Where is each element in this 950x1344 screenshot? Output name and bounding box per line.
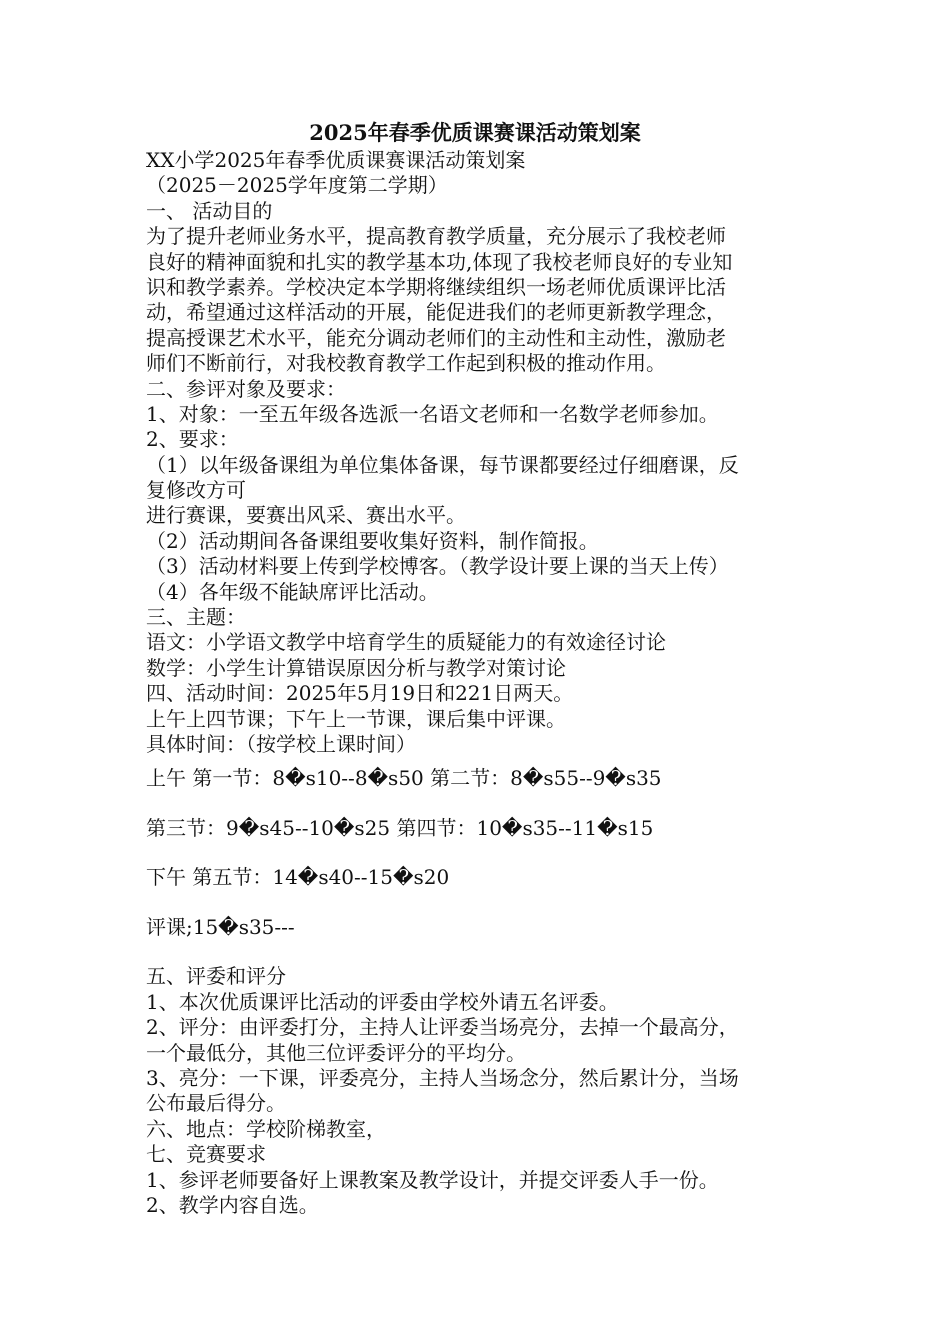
text-line: 动，希望通过这样活动的开展，能促进我们的老师更新教学理念， — [146, 300, 726, 325]
schedule-line: 下午 第五节：14�s40--15�s20 — [146, 865, 450, 890]
text-line: 六、地点：学校阶梯教室， — [146, 1116, 386, 1141]
text-line: （2025－2025学年度第二学期） — [146, 173, 448, 198]
text-line: 师们不断前行，对我校教育教学工作起到积极的推动作用。 — [146, 351, 666, 376]
text-line: 公布最后得分。 — [146, 1091, 286, 1116]
text-line: 3、亮分：一下课，评委亮分，主持人当场念分，然后累计分，当场 — [146, 1065, 739, 1090]
body-section-intro — [146, 148, 816, 757]
text-line: 二、参评对象及要求： — [146, 376, 346, 401]
text-line: 2、要求： — [146, 427, 239, 452]
text-line: 五、评委和评分 — [146, 964, 286, 989]
text-line: （3）活动材料要上传到学校博客。（教学设计要上课的当天上传） — [146, 554, 729, 579]
schedule-line: 上午 第一节：8�s10--8�s50 第二节：8�s55--9�s35 — [146, 766, 662, 791]
text-line: 七、竞赛要求 — [146, 1142, 266, 1167]
text-line: XX小学2025年春季优质课赛课活动策划案 — [146, 148, 526, 172]
text-line: 提高授课艺术水平，能充分调动老师们的主动性和主动性，激励老 — [146, 325, 726, 350]
text-line: 四、活动时间：2025年5月19日和221日两天。 — [146, 681, 574, 706]
text-line: 语文：小学语文教学中培育学生的质疑能力的有效途径讨论 — [146, 630, 666, 655]
document-body — [146, 148, 816, 1218]
text-line: 为了提升老师业务水平，提高教育教学质量，充分展示了我校老师 — [146, 224, 726, 249]
text-line: （4）各年级不能缺席评比活动。 — [146, 579, 439, 604]
schedule-line: 评课;15�s35--- — [146, 914, 295, 939]
text-line: 良好的精神面貌和扎实的教学基本功,体现了我校老师良好的专业知 — [146, 249, 733, 274]
text-line: 进行赛课，要赛出风采、赛出水平。 — [146, 503, 466, 528]
text-line: 1、本次优质课评比活动的评委由学校外请五名评委。 — [146, 989, 619, 1014]
text-line: （2）活动期间各备课组要收集好资料，制作简报。 — [146, 528, 599, 553]
text-line: （1）以年级备课组为单位集体备课，每节课都要经过仔细磨课，反 — [146, 452, 739, 477]
text-line: 1、参评老师要备好上课教案及教学设计，并提交评委人手一份。 — [146, 1167, 719, 1192]
schedule-block — [146, 766, 816, 940]
document-title: 2025年春季优质课赛课活动策划案 — [309, 120, 641, 145]
text-line: 具体时间：（按学校上课时间） — [146, 731, 416, 756]
text-line: 数学：小学生计算错误原因分析与教学对策讨论 — [146, 655, 566, 680]
body-section-judging — [146, 964, 816, 1218]
text-line: 复修改方可 — [146, 478, 246, 503]
text-line: 2、教学内容自选。 — [146, 1192, 319, 1217]
text-line: 1、对象：一至五年级各选派一名语文老师和一名数学老师参加。 — [146, 401, 719, 426]
text-line: 上午上四节课；下午上一节课，课后集中评课。 — [146, 706, 566, 731]
schedule-line: 第三节：9�s45--10�s25 第四节：10�s35--11�s15 — [146, 815, 654, 840]
text-line: 识和教学素养。学校决定本学期将继续组织一场老师优质课评比活 — [146, 274, 726, 299]
text-line: 一、 活动目的 — [146, 198, 273, 223]
text-line: 三、主题： — [146, 605, 246, 630]
text-line: 一个最低分，其他三位评委评分的平均分。 — [146, 1040, 526, 1065]
text-line: 2、评分：由评委打分，主持人让评委当场亮分，去掉一个最高分， — [146, 1015, 739, 1040]
